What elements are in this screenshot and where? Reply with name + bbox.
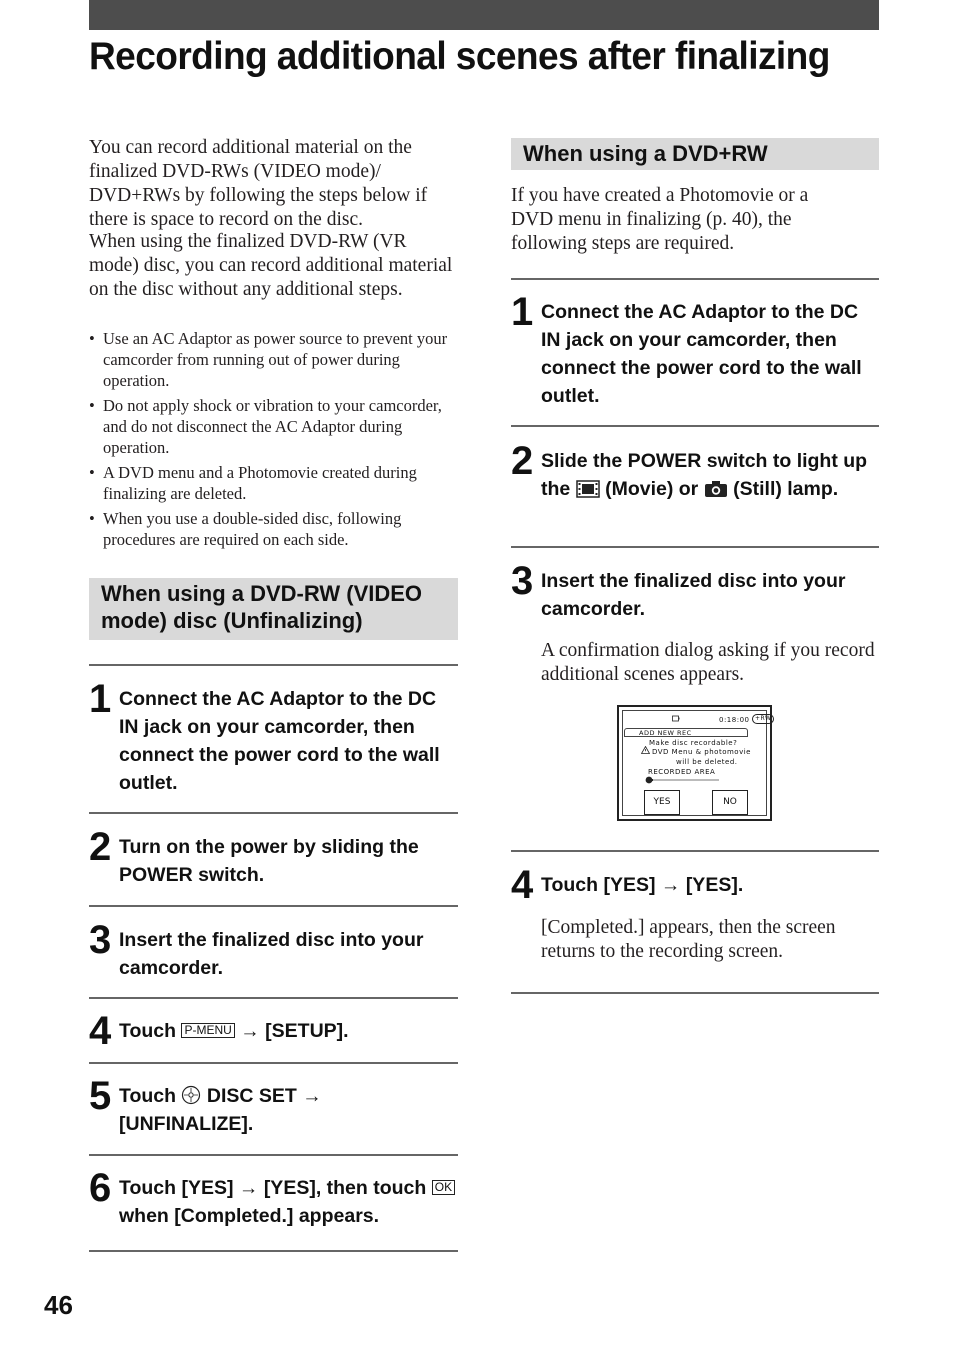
divider bbox=[511, 992, 879, 994]
divider bbox=[511, 546, 879, 548]
divider bbox=[89, 1154, 458, 1156]
arrow-icon: → bbox=[302, 1085, 322, 1107]
lcd-prompt: Make disc recordable? bbox=[649, 739, 738, 747]
ok-button-icon: OK bbox=[432, 1180, 455, 1195]
recorded-area-bar bbox=[649, 779, 719, 781]
disc-small-icon bbox=[645, 776, 653, 784]
divider bbox=[89, 664, 458, 666]
step-number: 2 bbox=[511, 439, 534, 483]
step-number: 5 bbox=[89, 1074, 112, 1118]
step-number: 1 bbox=[89, 677, 112, 721]
divider bbox=[511, 850, 879, 852]
step-number: 3 bbox=[89, 918, 112, 962]
step-number: 6 bbox=[89, 1166, 112, 1210]
divider bbox=[89, 812, 458, 814]
step-text: Insert the finalized disc into your camcorder. bbox=[119, 929, 424, 979]
bullet-icon: • bbox=[89, 329, 95, 348]
step-number: 3 bbox=[511, 559, 534, 603]
section-intro: If you have created a Photomovie or a DVD menu in finalizing (p. 40), the following steps are required. bbox=[511, 185, 809, 254]
step-note: [Completed.] appears, then the screen returns to the recording screen. bbox=[541, 917, 836, 962]
lcd-warning-line-2: will be deleted. bbox=[676, 758, 738, 766]
recorded-area-label: RECORDED AREA bbox=[648, 768, 716, 776]
section-heading-dvd-rw: When using a DVD-RW (VIDEO mode) disc (Unfinalizing) bbox=[89, 578, 458, 640]
bullet-icon: • bbox=[89, 396, 95, 415]
arrow-icon: → bbox=[240, 1020, 260, 1042]
list-item: • A DVD menu and a Photomovie created during finalizing are deleted. bbox=[89, 463, 417, 503]
list-item: • Do not apply shock or vibration to your camcorder, and do not disconnect the AC Adaptor during operation. bbox=[89, 396, 442, 457]
divider bbox=[89, 1062, 458, 1064]
step-number: 4 bbox=[89, 1009, 112, 1053]
arrow-icon: → bbox=[660, 874, 681, 896]
battery-icon bbox=[672, 715, 680, 722]
step-text: Connect the AC Adaptor to the DC IN jack on your camcorder, then connect the power cord to the wall outlet. bbox=[119, 688, 440, 794]
yes-button[interactable]: YES bbox=[644, 790, 680, 815]
step-text: Slide the POWER switch to light up the (Movie) or (Still) lamp. bbox=[541, 450, 868, 500]
divider bbox=[511, 425, 879, 427]
lcd-time: 0:18:00 bbox=[719, 716, 750, 724]
lcd-dialog-illustration bbox=[617, 705, 772, 821]
intro-paragraph-1: You can record additional material on the finalized DVD-RWs (VIDEO mode)/ DVD+RWs by following the steps below if there is space to record on the disc. bbox=[89, 137, 428, 230]
step-note: A confirmation dialog asking if you record additional scenes appears. bbox=[541, 640, 875, 685]
list-item: • When you use a double-sided disc, following procedures are required on each side. bbox=[89, 509, 402, 549]
notes-list bbox=[89, 328, 458, 554]
divider bbox=[89, 905, 458, 907]
step-text: Touch DISC SET → [UNFINALIZE]. bbox=[119, 1085, 322, 1135]
list-item: • Use an AC Adaptor as power source to prevent your camcorder from running out of power during operation. bbox=[89, 329, 448, 390]
lcd-warning-line-1: DVD Menu & photomovie bbox=[652, 748, 751, 756]
section-heading-dvd-plus-rw: When using a DVD+RW bbox=[511, 138, 879, 170]
step-text: Connect the AC Adaptor to the DC IN jack on your camcorder, then connect the power cord to the wall outlet. bbox=[541, 301, 862, 407]
divider bbox=[89, 1250, 458, 1252]
bullet-icon: • bbox=[89, 463, 95, 482]
movie-icon bbox=[576, 480, 600, 498]
camera-icon bbox=[704, 480, 728, 498]
no-button[interactable]: NO bbox=[712, 790, 748, 815]
disc-type-badge: +RW bbox=[752, 714, 774, 724]
bullet-icon: • bbox=[89, 509, 95, 528]
header-bar bbox=[89, 0, 879, 30]
step-text: Touch P-MENU → [SETUP]. bbox=[119, 1020, 349, 1042]
p-menu-button-icon: P-MENU bbox=[181, 1023, 234, 1038]
page-number: 46 bbox=[44, 1290, 73, 1320]
lcd-screen bbox=[622, 710, 772, 816]
step-text: Touch [YES] → [YES]. bbox=[541, 874, 744, 896]
step-text: Turn on the power by sliding the POWER switch. bbox=[119, 836, 419, 886]
arrow-icon: → bbox=[238, 1177, 259, 1199]
step-number: 4 bbox=[511, 863, 534, 907]
lcd-tab: ADD NEW REC bbox=[624, 728, 748, 737]
step-number: 1 bbox=[511, 290, 534, 334]
divider bbox=[89, 997, 458, 999]
intro-paragraph-2: When using the finalized DVD-RW (VR mode) disc, you can record additional material on the disc without any additional steps. bbox=[89, 231, 453, 300]
divider bbox=[511, 278, 879, 280]
step-number: 2 bbox=[89, 825, 112, 869]
step-text: Touch [YES] → [YES], then touch OK when [Completed.] appears. bbox=[119, 1174, 458, 1230]
page-title: Recording additional scenes after finalizing bbox=[89, 35, 830, 78]
warning-icon bbox=[641, 746, 650, 754]
step-text: Insert the finalized disc into your camcorder. bbox=[541, 570, 846, 620]
disc-icon bbox=[181, 1085, 201, 1105]
